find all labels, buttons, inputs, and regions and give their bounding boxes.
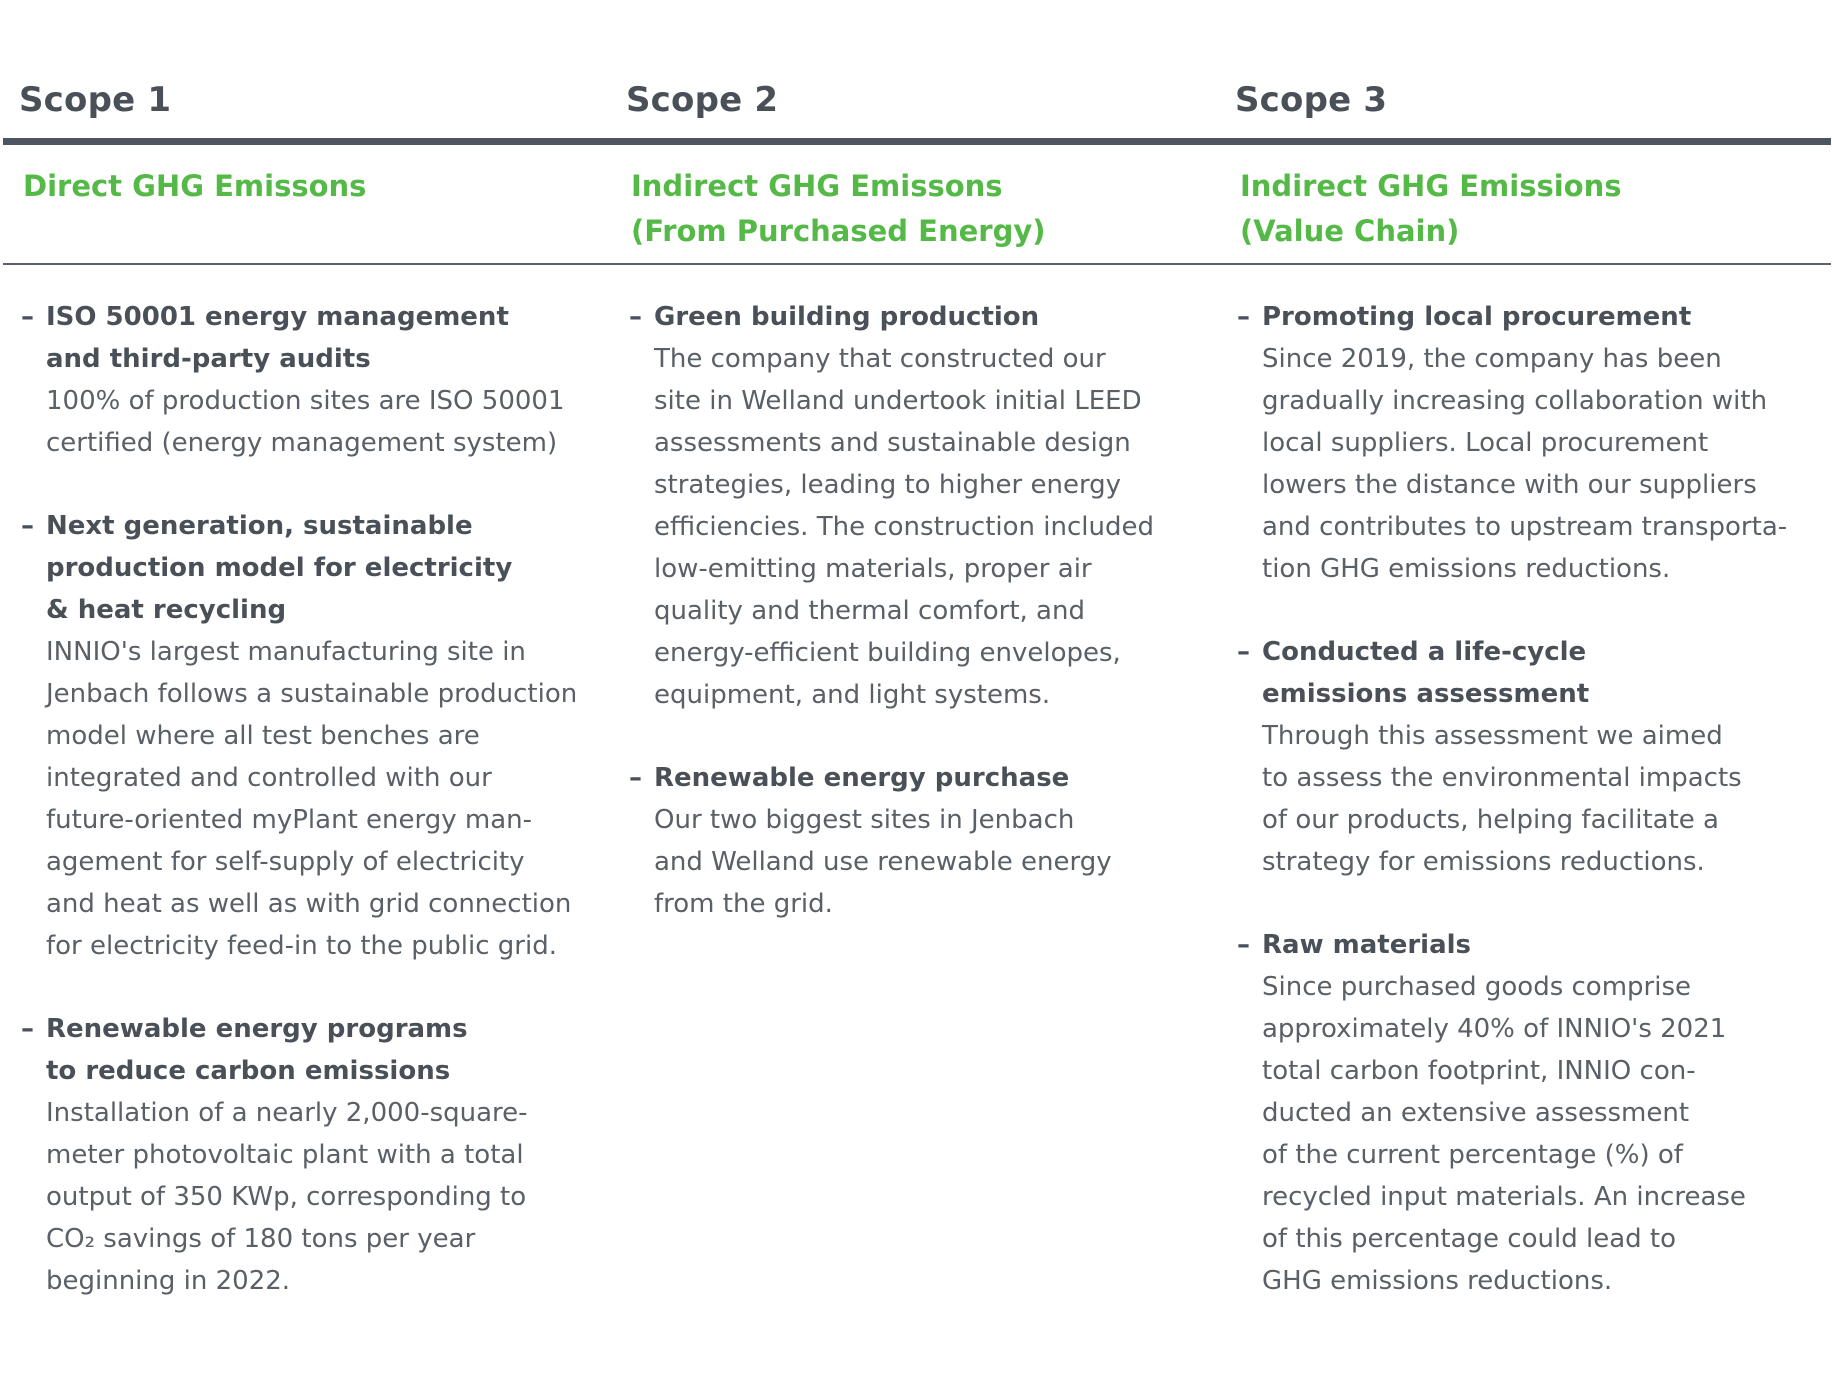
- header-divider-thick: [3, 138, 1831, 145]
- item-title: – Promoting local procurement: [1237, 296, 1827, 338]
- item-text: 100% of production sites are ISO 50001 certified (energy management system): [46, 386, 565, 458]
- scope-1-item: [21, 296, 611, 464]
- item-title: – Conducted a life-cycle emissions assessment: [1237, 631, 1827, 715]
- item-title: – ISO 50001 energy management and third-party audits: [21, 296, 611, 380]
- scope-2-subtitle: Indirect GHG Emissons (From Purchased Energy): [631, 169, 1046, 248]
- header-divider-thin: [3, 263, 1831, 265]
- item-title: – Renewable energy purchase: [629, 757, 1219, 799]
- item-text: The company that constructed our site in Welland undertook initial LEED assessments and sustainable design strategies, leading to higher energy efficiencies. The construction included low-emitting materials, proper air quality and thermal comfort, and energy-efficient building envelopes, equipment, and light systems.: [654, 344, 1154, 710]
- item-title: – Next generation, sustainable production model for electricity & heat recycling: [21, 505, 611, 631]
- scope-1-column: [21, 296, 611, 1343]
- scope-3-item: [1237, 631, 1827, 883]
- item-text: Our two biggest sites in Jenbach and Welland use renewable energy from the grid.: [654, 805, 1112, 919]
- scope-1-item: [21, 505, 611, 967]
- scope-1-subtitle: Direct GHG Emissons: [23, 169, 367, 203]
- item-text: Installation of a nearly 2,000-square- meter photovoltaic plant with a total output of 350 KWp, corresponding to CO₂ savings of 180 tons per year beginning in 2022.: [46, 1098, 528, 1296]
- item-text: Since 2019, the company has been gradually increasing collaboration with local suppliers. Local procurement lowers the distance with our suppliers and contributes to upstream transporta- tion GHG emissions reductions.: [1262, 344, 1788, 584]
- item-text: INNIO's largest manufacturing site in Jenbach follows a sustainable production model where all test benches are integrated and controlled with our future-oriented myPlant energy man- agement for self-supply of electricity and heat as well as with grid connection for electricity feed-in to the public grid.: [46, 637, 578, 961]
- item-title: – Renewable energy programs to reduce carbon emissions: [21, 1008, 611, 1092]
- item-title: – Raw materials: [1237, 924, 1827, 966]
- scope-3-column: [1237, 296, 1827, 1343]
- scope-3-subtitle: Indirect GHG Emissions (Value Chain): [1240, 169, 1622, 248]
- item-text: Since purchased goods comprise approximately 40% of INNIO's 2021 total carbon footprint, INNIO con- ducted an extensive assessment of the current percentage (%) of recycled input materials. An increase of this percentage could lead to GHG emissions reductions.: [1262, 972, 1746, 1296]
- scope-2-heading: Scope 2: [626, 80, 779, 120]
- scope-3-heading: Scope 3: [1235, 80, 1388, 120]
- scope-2-item: [629, 757, 1219, 925]
- item-text: Through this assessment we aimed to assess the environmental impacts of our products, helping facilitate a strategy for emissions reductions.: [1262, 721, 1742, 877]
- scope-2-item: [629, 296, 1219, 716]
- scope-3-item: [1237, 296, 1827, 590]
- scope-2-column: [629, 296, 1219, 966]
- scope-1-item: [21, 1008, 611, 1302]
- item-title: – Green building production: [629, 296, 1219, 338]
- scope-3-item: [1237, 924, 1827, 1302]
- scope-1-heading: Scope 1: [19, 80, 172, 120]
